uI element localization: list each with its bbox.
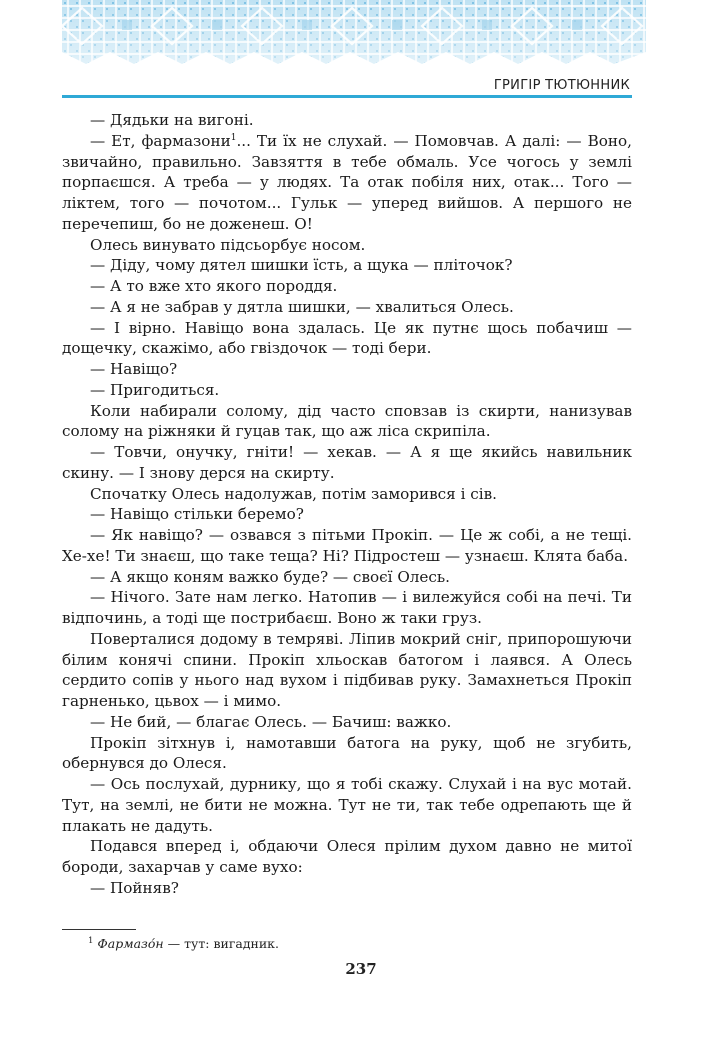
header-rule — [62, 95, 632, 98]
paragraph-12: Спочатку Олесь надолужав, потім заморився і сів. — [90, 484, 498, 503]
paragraph-7: — І вірно. Навіщо вона здалась. Це як путнє щось побачиш — дощечку, скажімо, або гвіздочок — тоді бери. — [62, 318, 632, 358]
paragraph-6: — А я не забрав у дятла шишки, — хвалиться Олесь. — [90, 297, 514, 316]
paragraph-15: — А якщо коням важко буде? — своєї Олесь. — [90, 567, 451, 586]
paragraph-13: — Навіщо стільки беремо? — [90, 505, 304, 524]
paragraph-2 — [62, 131, 632, 235]
paragraph-16: — Нічого. Зате нам легко. Натопив — і вилежуйся собі на печі. Ти відпочинь, а тоді ще пострибаєш. Воно ж таки груз. — [62, 588, 632, 627]
paragraph-10: Коли набирали солому, дід часто сповзав із скирти, нанизував солому на ріжняки й гуцав так, що аж ліса скрипіла. — [62, 401, 632, 441]
paragraph-1: — Дядьки на вигоні. — [90, 111, 254, 129]
paragraph-19: Прокіп зітхнув і, намотавши батога на руку, щоб не згубить, обернувся до Олеся. — [62, 733, 632, 773]
paragraph-21: Подався вперед і, обдаючи Олеся прілим духом давно не митої бороди, захарчав у саме вухо: — [62, 837, 632, 876]
paragraph-5: — А то вже хто якого породдя. — [90, 277, 338, 295]
footnote-ref: 1 — [230, 132, 237, 143]
footnote-rule — [62, 929, 136, 930]
paragraph-20: — Ось послухай, дурнику, що я тобі скажу. Слухай і на вус мотай. Тут, на землі, не бити не можна. Тут не ти, так тебе одрепають ще й плакать не дадуть. — [62, 775, 632, 835]
paragraph-18: — Не бий, — благає Олесь. — Бачиш: важко. — [90, 712, 452, 731]
ornament-banner — [62, 0, 646, 66]
paragraph-9: — Пригодиться. — [90, 380, 220, 399]
running-title: ГРИГІР ТЮТЮННИК — [493, 78, 630, 93]
page-number: 237 — [345, 960, 377, 978]
paragraph-17: Поверталися додому в темряві. Ліпив мокрий сніг, припорошуючи білим конячі спини. Прокіп хльоскав батогом і лаявся. А Олесь сердито сопів у нього над вухом і підбивав руку. Замахнеться Прокіп гарненько, цьвох — і мимо. — [62, 629, 632, 710]
paragraph-2-start: — Ет, фармазони — [90, 131, 231, 150]
paragraph-8: — Навіщо? — [90, 360, 178, 378]
paragraph-14: — Як навіщо? — озвався з пітьми Прокіп. — Це ж собі, а не тещі. Хе-хе! Ти знаєш, що таке теща? Ні? Підростеш — узнаєш. Клята баба. — [62, 526, 632, 565]
paragraph-22: — Пойняв? — [90, 878, 179, 897]
footnote — [88, 933, 279, 952]
footnote-term: Фармазо́н — [97, 936, 164, 952]
paragraph-3: Олесь винувато підсьорбує носом. — [90, 235, 366, 254]
footnote-definition: — тут: вигадник. — [163, 936, 279, 952]
paragraph-2-rest: ... Ти їх не слухай. — Помовчав. А далі: — Воно, звичайно, правильно. Завзяття в тебе обмаль. Усе чогось у землі порпаєшся. А треба — у людях. Та отак побіля них, отак... Того — ліктем, того — почотом... Гульк — уперед вийшов. А першого не перечепиш, бо не доженеш. О! — [62, 131, 632, 233]
footnote-mark: 1 — [88, 936, 94, 946]
story-text — [62, 110, 632, 899]
paragraph-4: — Діду, чому дятел шишки їсть, а щука — пліточок? — [90, 256, 513, 275]
paragraph-11: — Товчи, онучку, гніти! — хекав. — А я ще якийсь навильник скину. — І знову дерся на скирту. — [62, 443, 632, 482]
